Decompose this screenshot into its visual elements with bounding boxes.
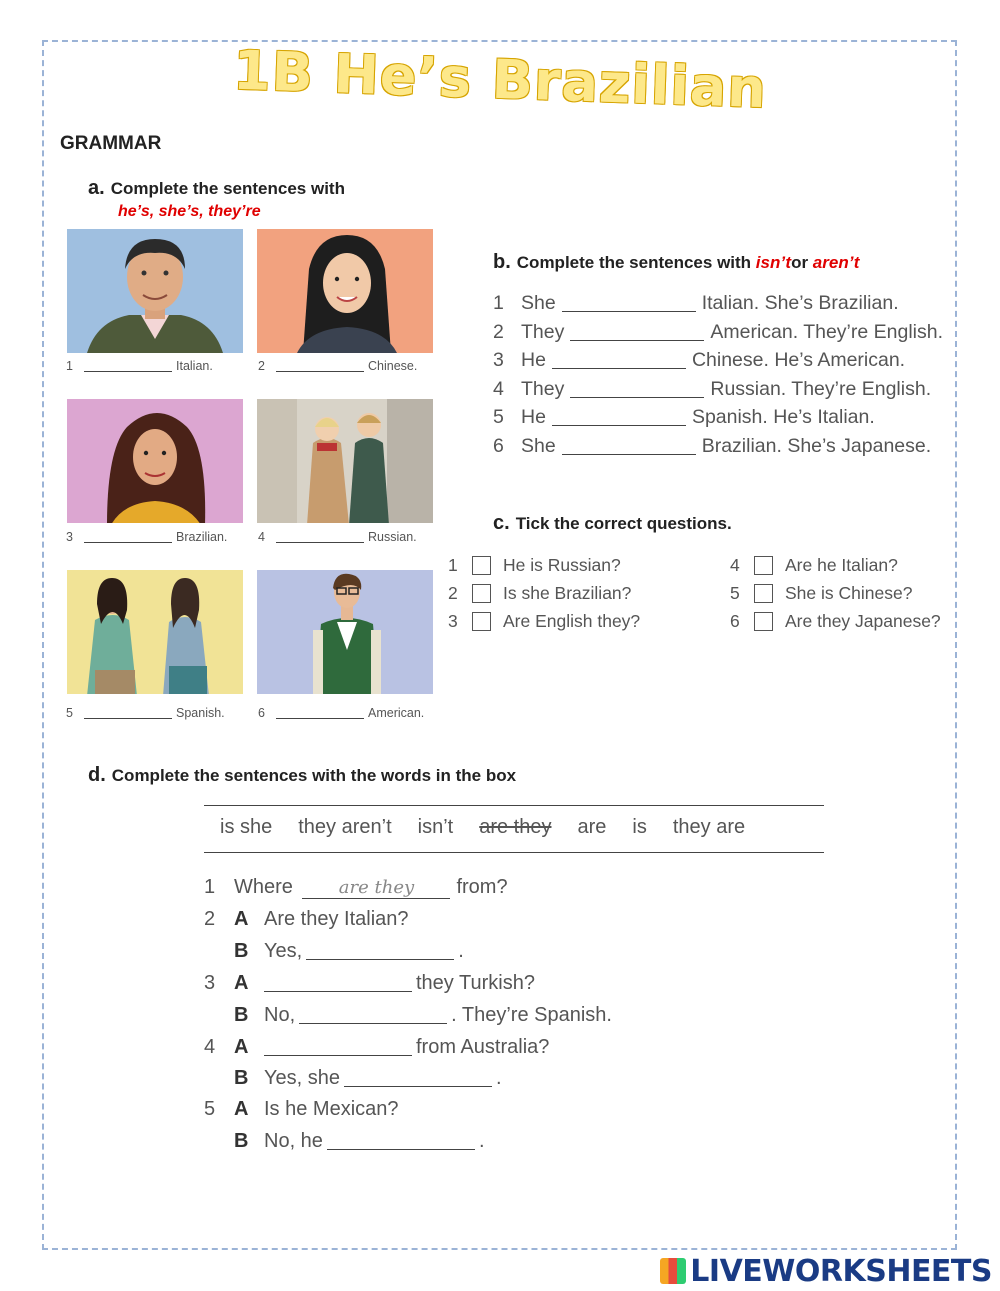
question-item: 5 She is Chinese? [730,583,913,603]
exercise-b-item: 5 He Spanish. He’s Italian. [493,406,875,428]
tick-checkbox[interactable] [754,612,773,631]
exercise-d-line: 2 A Are they Italian? [204,908,409,930]
picture-italian-man [67,229,243,353]
example-answer: are they [302,877,450,899]
word-box-item: they aren’t [298,816,392,838]
answer-blank[interactable] [84,371,172,372]
caption-6: 6 American. [258,706,425,720]
answer-blank[interactable] [570,340,704,341]
answer-blank[interactable] [562,311,696,312]
answer-blank[interactable] [276,718,364,719]
exercise-d-line: 3 A they Turkish? [204,972,535,994]
answer-blank[interactable] [327,1149,475,1150]
answer-blank[interactable] [84,542,172,543]
picture-spanish-women [67,570,243,694]
answer-blank[interactable] [276,542,364,543]
answer-blank[interactable] [552,425,686,426]
tick-checkbox[interactable] [472,584,491,603]
exercise-b-item: 4 They Russian. They’re English. [493,378,932,400]
section-d-heading: d. Complete the sentences with the words in the box [88,764,517,786]
section-c-heading: c. Tick the correct questions. [493,512,732,534]
word-box-item: they are [672,816,746,838]
word-box-item: are [577,816,607,838]
answer-blank[interactable] [562,454,696,455]
exercise-d-line: 4 A from Australia? [204,1036,550,1058]
exercise-b-item: 3 He Chinese. He’s American. [493,349,906,371]
picture-chinese-woman [257,229,433,353]
exercise-d-line: B No, . They’re Spanish. [234,1004,612,1026]
exercise-b-item: 2 They American. They’re English. [493,321,944,343]
tick-checkbox[interactable] [472,612,491,631]
caption-1: 1 Italian. [66,359,213,373]
exercise-d-line: B No, he . [234,1130,485,1152]
tick-checkbox[interactable] [754,556,773,575]
word-box-item: is [632,816,647,838]
caption-2: 2 Chinese. [258,359,418,373]
answer-blank[interactable] [264,1055,412,1056]
answer-blank[interactable] [276,371,364,372]
tick-checkbox[interactable] [472,556,491,575]
answer-blank[interactable] [299,1023,447,1024]
caption-4: 4 Russian. [258,530,417,544]
word-box-item: isn’t [417,816,454,838]
exercise-d-line: B Yes, . [234,940,464,962]
question-item: 1 He is Russian? [448,555,621,575]
question-item: 4 Are he Italian? [730,555,898,575]
exercise-d-line: B Yes, she . [234,1067,502,1089]
word-box-item: is she [220,816,273,838]
answer-blank[interactable] [306,959,454,960]
picture-american-man [257,570,433,694]
answer-blank[interactable] [264,991,412,992]
question-item: 3 Are English they? [448,611,641,631]
section-a-words: he’s, she’s, they’re [118,203,261,220]
word-box-top-rule [204,805,824,806]
word-box [204,816,824,839]
section-a-heading: a. Complete the sentences with [88,177,345,199]
tick-checkbox[interactable] [754,584,773,603]
exercise-b-item: 1 She Italian. She’s Brazilian. [493,292,899,314]
word-box-bottom-rule [204,852,824,853]
exercise-d-line: 1 Where are they from? [204,876,508,898]
question-item: 6 Are they Japanese? [730,611,941,631]
liveworksheets-brand: LIVEWORKSHEETS [660,1254,992,1289]
word-box-item-used: are they [479,816,552,838]
caption-5: 5 Spanish. [66,706,225,720]
answer-blank[interactable] [344,1086,492,1087]
grammar-heading: GRAMMAR [60,133,162,154]
section-b-heading: b. Complete the sentences with isn’tor aren’t [493,251,860,273]
picture-brazilian-woman [67,399,243,523]
exercise-b-item: 6 She Brazilian. She’s Japanese. [493,435,932,457]
caption-3: 3 Brazilian. [66,530,228,544]
picture-russian-couple [257,399,433,523]
answer-blank[interactable] [570,397,704,398]
question-item: 2 Is she Brazilian? [448,583,632,603]
answer-blank[interactable] [84,718,172,719]
answer-blank[interactable] [552,368,686,369]
exercise-d-line: 5 A Is he Mexican? [204,1098,399,1120]
liveworksheets-logo-icon [660,1258,686,1284]
worksheet-title: 1B He’s Brazilian [232,38,768,121]
